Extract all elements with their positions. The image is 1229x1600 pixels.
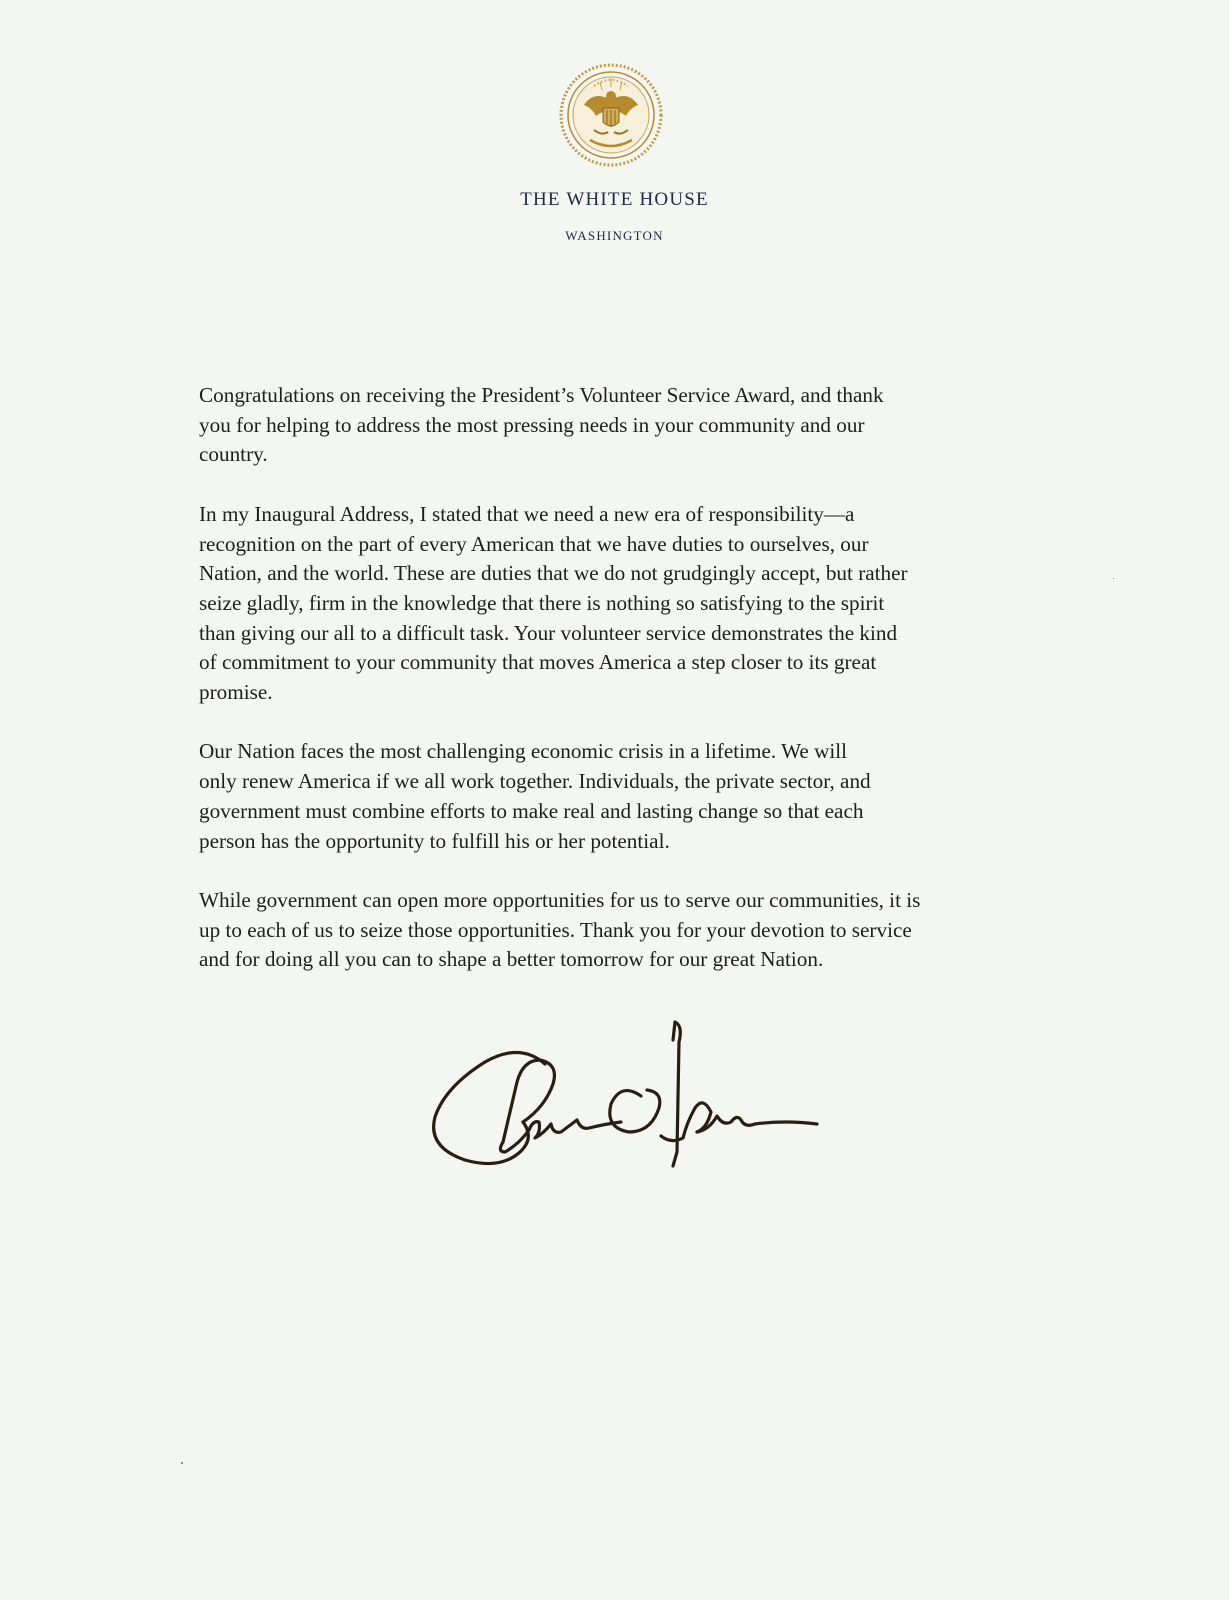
handwritten-signature-icon: [425, 1012, 845, 1182]
letterhead-title: THE WHITE HOUSE: [520, 189, 709, 210]
paper-speck: [181, 1462, 183, 1464]
letter-paragraph: Congratulations on receiving the President’s Volunteer Service Award, and thank you for helping to address the most pressing needs in your community and our country.: [199, 383, 884, 467]
letterhead-city: WASHINGTON: [565, 228, 664, 243]
paper-speck: [1113, 578, 1114, 579]
letter-paragraph: Our Nation faces the most challenging economic crisis in a lifetime. We will only renew America if we all work together. Individuals, the private sector, and government must combine efforts to make real and lasting change so that each person has the opportunity to fulfill his or her potential.: [199, 739, 871, 853]
letter-body: [199, 381, 1059, 1005]
presidential-seal-icon: [556, 60, 666, 170]
letter-paragraph: In my Inaugural Address, I stated that we need a new era of responsibility—a recognition on the part of every American that we have duties to ourselves, our Nation, and the world. These are duties that we do not grudgingly accept, but rather seize gladly, firm in the knowledge that there is nothing so satisfying to the spirit than giving our all to a difficult task. Your volunteer service demonstrates the kind of commitment to your community that moves America a step closer to its great promise.: [199, 501, 908, 705]
letter-paragraph: While government can open more opportunities for us to serve our communities, it is up to each of us to seize those opportunities. Thank you for your devotion to service and for doing all you can to shape a better tomorrow for our great Nation.: [199, 887, 921, 972]
